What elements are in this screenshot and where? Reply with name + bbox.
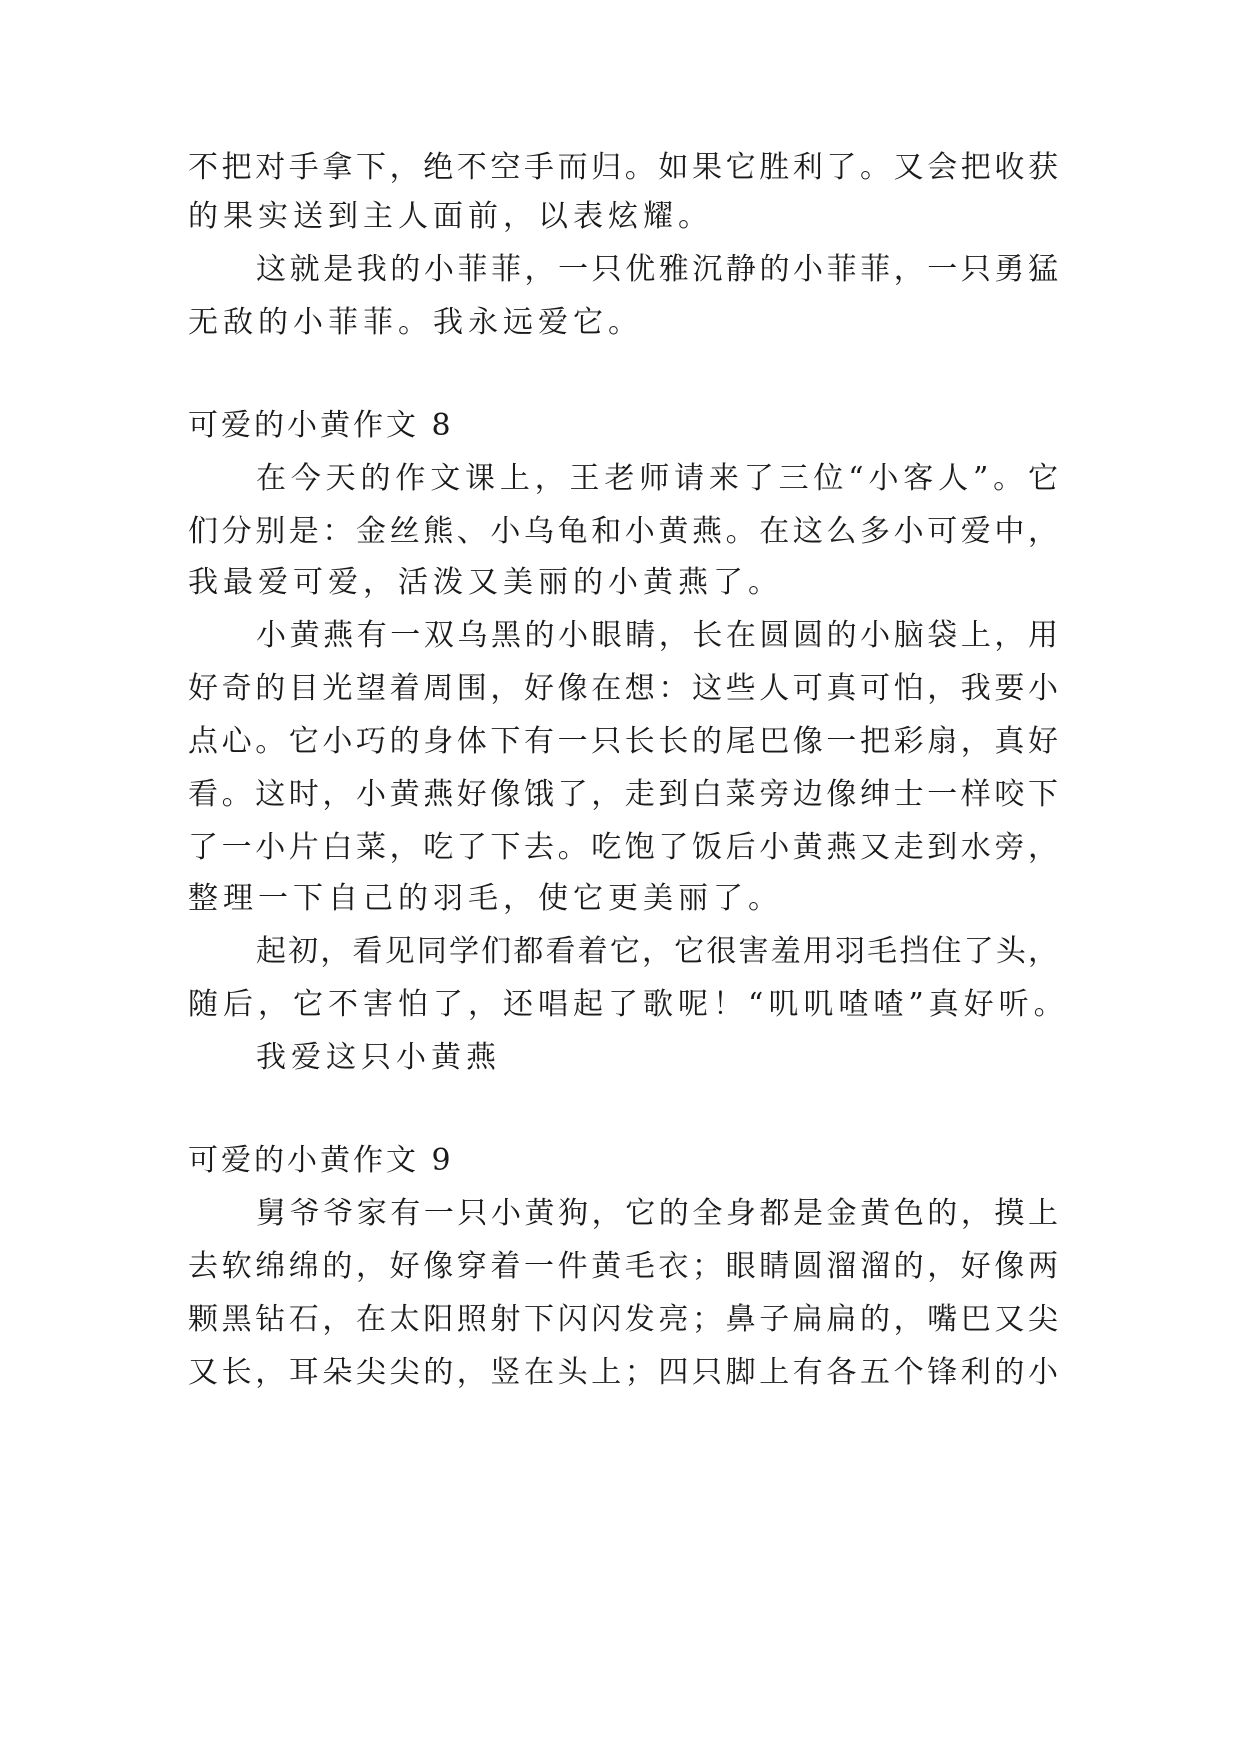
paragraph-line: 看。这时，小黄燕好像饿了，走到白菜旁边像绅士一样咬下: [188, 777, 1058, 812]
paragraph-line: 们分别是：金丝熊、小乌龟和小黄燕。在这么多小可爱中，: [188, 514, 1058, 549]
paragraph-line: 舅爷爷家有一只小黄狗，它的全身都是金黄色的，摸上: [256, 1196, 1058, 1231]
paragraph-line: 随后，它不害怕了，还唱起了歌呢！“叽叽喳喳”真好听。: [188, 987, 1069, 1022]
paragraph-line: 小黄燕有一双乌黑的小眼睛，长在圆圆的小脑袋上，用: [256, 618, 1058, 653]
paragraph-line: 又长，耳朵尖尖的，竖在头上；四只脚上有各五个锋利的小: [188, 1355, 1058, 1390]
paragraph-line: 整理一下自己的羽毛，使它更美丽了。: [188, 881, 783, 916]
essay-9-title: 可爱的小黄作文 9: [188, 1143, 454, 1178]
paragraph-line: 这就是我的小菲菲，一只优雅沉静的小菲菲，一只勇猛: [256, 252, 1058, 287]
paragraph-line: 的果实送到主人面前，以表炫耀。: [188, 199, 713, 234]
paragraph-line: 好奇的目光望着周围，好像在想：这些人可真可怕，我要小: [188, 671, 1058, 706]
paragraph-line: 点心。它小巧的身体下有一只长长的尾巴像一把彩扇，真好: [188, 724, 1058, 759]
paragraph-line: 去软绵绵的，好像穿着一件黄毛衣；眼睛圆溜溜的，好像两: [188, 1249, 1058, 1284]
paragraph-line: 在今天的作文课上，王老师请来了三位“小客人”。它: [256, 461, 1058, 496]
paragraph-line: 无敌的小菲菲。我永远爱它。: [188, 305, 643, 340]
paragraph-line: 了一小片白菜，吃了下去。吃饱了饭后小黄燕又走到水旁，: [188, 830, 1058, 865]
paragraph-line: 颗黑钻石，在太阳照射下闪闪发亮；鼻子扁扁的，嘴巴又尖: [188, 1302, 1058, 1337]
paragraph-line: 我最爱可爱，活泼又美丽的小黄燕了。: [188, 565, 783, 600]
paragraph-line: 不把对手拿下，绝不空手而归。如果它胜利了。又会把收获: [188, 150, 1058, 185]
paragraph-line: 我爱这只小黄燕: [256, 1040, 501, 1075]
essay-8-title: 可爱的小黄作文 8: [188, 408, 454, 443]
paragraph-line: 起初，看见同学们都看着它，它很害羞用羽毛挡住了头，: [256, 934, 1058, 969]
